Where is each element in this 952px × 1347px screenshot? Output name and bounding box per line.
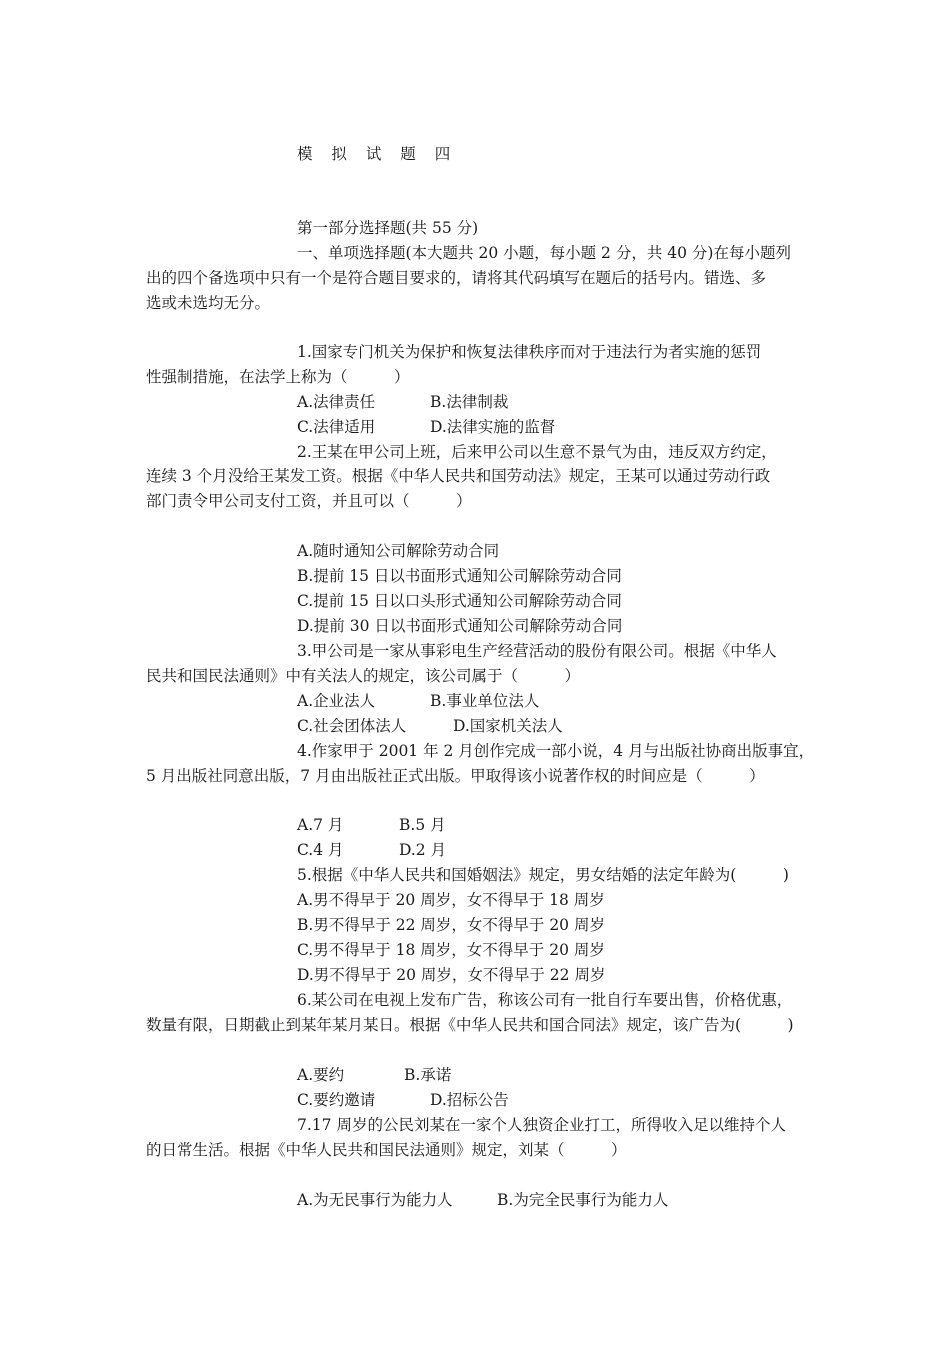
part-heading: 第一部分选择题(共 55 分) bbox=[297, 219, 479, 237]
question-3-option-d: D.国家机关法人 bbox=[453, 717, 563, 735]
question-7-stem: 7.17 周岁的公民刘某在一家个人独资企业打工，所得收入足以维持个人 bbox=[297, 1116, 786, 1134]
question-4-option-b: B.5 月 bbox=[399, 816, 446, 834]
question-1-option-d: D.法律实施的监督 bbox=[430, 418, 556, 436]
question-2-stem: 连续 3 个月没给王某发工资。根据《中华人民共和国劳动法》规定，王某可以通过劳动行政 bbox=[146, 467, 771, 485]
instructions-line: 选或未选均无分。 bbox=[146, 294, 271, 312]
question-2-stem: 部门责令甲公司支付工资，并且可以（ ） bbox=[146, 492, 472, 510]
question-5-option-a: A.男不得早于 20 周岁，女不得早于 18 周岁 bbox=[297, 891, 605, 909]
question-6-stem: 数量有限，日期截止到某年某月某日。根据《中华人民共和国合同法》规定，该广告为( ) bbox=[146, 1016, 794, 1034]
question-2-option-c: C.提前 15 日以口头形式通知公司解除劳动合同 bbox=[297, 592, 622, 610]
question-2-stem: 2.王某在甲公司上班，后来甲公司以生意不景气为由，违反双方约定， bbox=[297, 443, 777, 461]
question-4-stem: 5 月出版社同意出版，7 月由出版社正式出版。甲取得该小说著作权的时间应是（ ） bbox=[146, 767, 765, 785]
instructions-line: 一、单项选择题(本大题共 20 小题，每小题 2 分，共 40 分)在每小题列 bbox=[297, 244, 791, 262]
question-6-option-c: C.要约邀请 bbox=[297, 1091, 376, 1109]
question-1-option-a: A.法律责任 bbox=[297, 393, 376, 411]
question-6-option-b: B.承诺 bbox=[404, 1066, 452, 1084]
question-3-option-c: C.社会团体法人 bbox=[297, 717, 407, 735]
question-5-option-c: C.男不得早于 18 周岁，女不得早于 20 周岁 bbox=[297, 941, 605, 959]
question-6-option-d: D.招标公告 bbox=[430, 1091, 509, 1109]
document-title: 模 拟 试 题 四 bbox=[297, 145, 458, 163]
question-5-stem: 5.根据《中华人民共和国婚姻法》规定，男女结婚的法定年龄为( ) bbox=[297, 866, 789, 884]
question-3-stem: 3.甲公司是一家从事彩电生产经营活动的股份有限公司。根据《中华人 bbox=[297, 642, 777, 660]
question-4-stem: 4.作家甲于 2001 年 2 月创作完成一部小说，4 月与出版社协商出版事宜， bbox=[297, 742, 815, 760]
question-4-option-d: D.2 月 bbox=[399, 841, 447, 859]
question-3-option-a: A.企业法人 bbox=[297, 692, 376, 710]
question-7-stem: 的日常生活。根据《中华人民共和国民法通则》规定，刘某（ ） bbox=[146, 1141, 627, 1159]
question-1-option-c: C.法律适用 bbox=[297, 418, 376, 436]
question-2-option-b: B.提前 15 日以书面形式通知公司解除劳动合同 bbox=[297, 567, 622, 585]
question-6-option-a: A.要约 bbox=[297, 1066, 345, 1084]
question-3-stem: 民共和国民法通则》中有关法人的规定，该公司属于（ ） bbox=[146, 667, 581, 685]
question-7-option-a: A.为无民事行为能力人 bbox=[297, 1191, 453, 1209]
question-3-option-b: B.事业单位法人 bbox=[430, 692, 540, 710]
question-5-option-d: D.男不得早于 20 周岁，女不得早于 22 周岁 bbox=[297, 966, 606, 984]
question-6-stem: 6.某公司在电视上发布广告，称该公司有一批自行车要出售，价格优惠， bbox=[297, 991, 793, 1009]
question-2-option-a: A.随时通知公司解除劳动合同 bbox=[297, 542, 500, 560]
question-4-option-a: A.7 月 bbox=[297, 816, 344, 834]
question-1-option-b: B.法律制裁 bbox=[430, 393, 509, 411]
question-7-option-b: B.为完全民事行为能力人 bbox=[497, 1191, 669, 1209]
question-4-option-c: C.4 月 bbox=[297, 841, 344, 859]
question-1-stem: 1.国家专门机关为保护和恢复法律秩序而对于违法行为者实施的惩罚 bbox=[297, 343, 762, 361]
instructions-line: 出的四个备选项中只有一个是符合题目要求的，请将其代码填写在题后的括号内。错选、多 bbox=[146, 269, 767, 287]
question-2-option-d: D.提前 30 日以书面形式通知公司解除劳动合同 bbox=[297, 617, 623, 635]
question-5-option-b: B.男不得早于 22 周岁，女不得早于 20 周岁 bbox=[297, 916, 605, 934]
question-1-stem: 性强制措施，在法学上称为（ ） bbox=[146, 368, 410, 386]
